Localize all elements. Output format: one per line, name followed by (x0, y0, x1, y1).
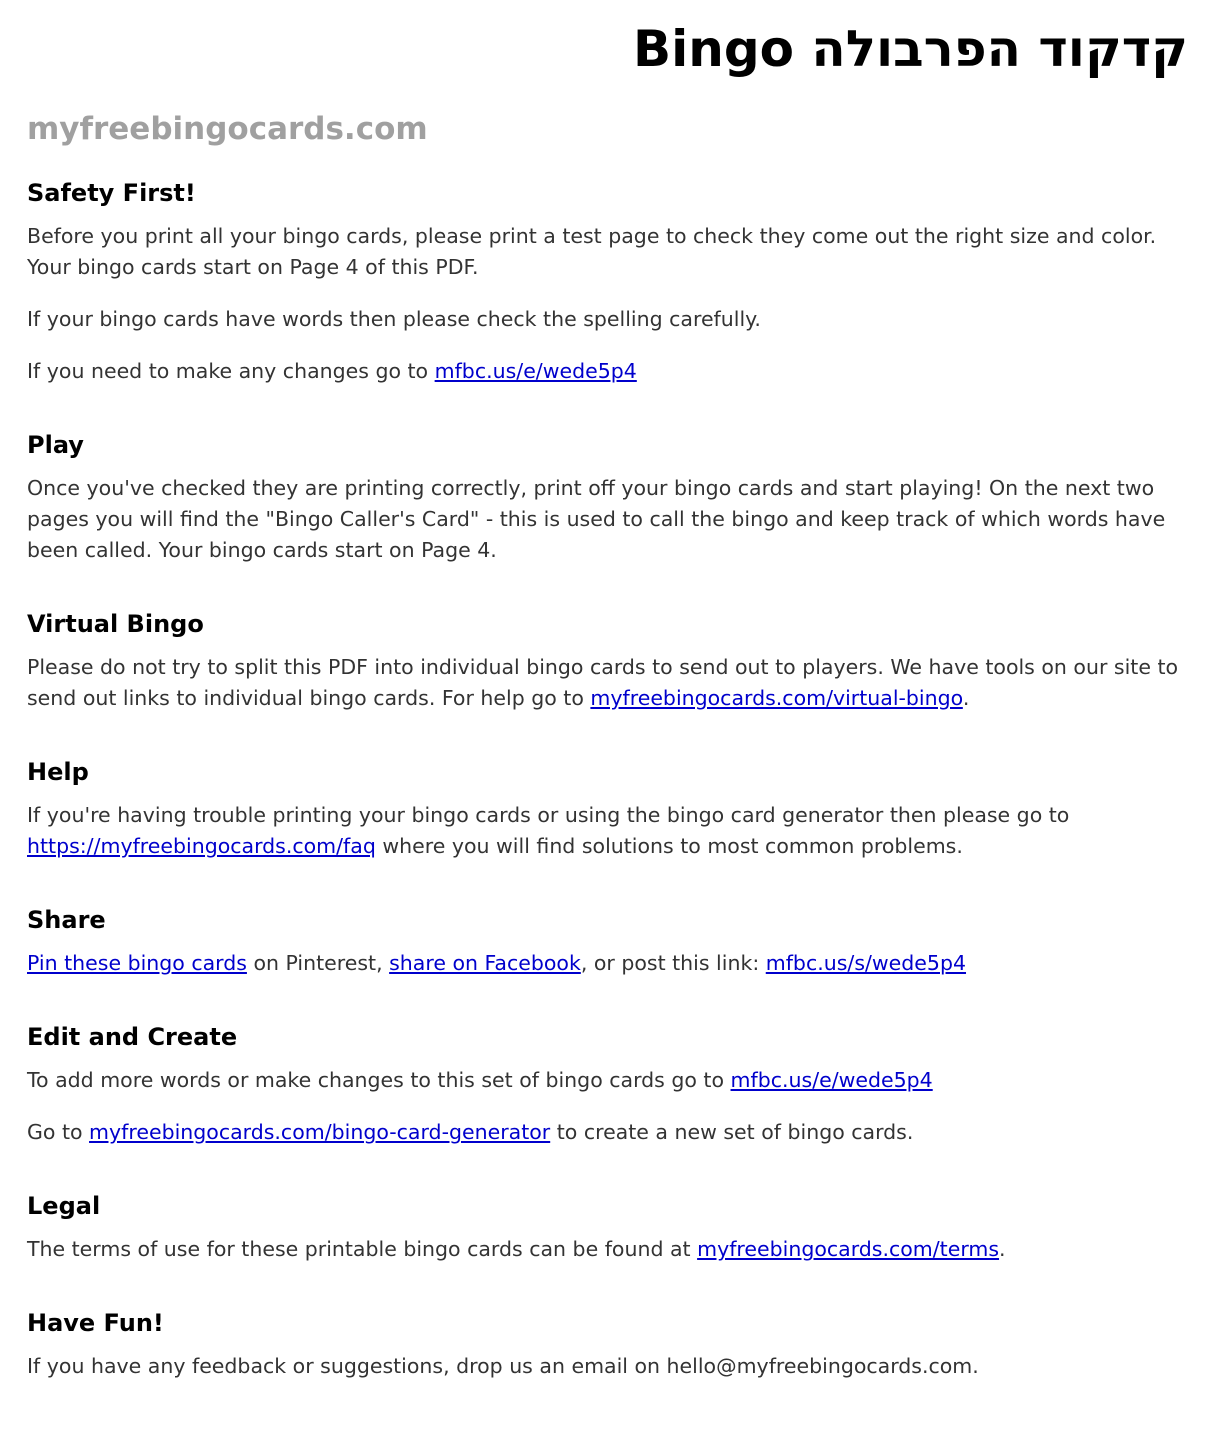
paragraph (27, 304, 1188, 335)
section-virtual-bingo (27, 608, 1188, 714)
text: Your bingo cards start on Page 4 of this PDF. (27, 255, 479, 279)
text: Please do not try to split this PDF into individual bingo cards to send out to players. We have tools on our site to (27, 655, 1179, 679)
section-edit-create (27, 1021, 1188, 1148)
section-heading: Help (27, 758, 89, 786)
section-heading: Safety First! (27, 179, 196, 207)
text: , or post this link: (580, 951, 766, 975)
text: If you have any feedback or suggestions, drop us an email on hello@myfreebingocards.com. (27, 1354, 979, 1378)
section-heading: Virtual Bingo (27, 610, 204, 638)
text: Before you print all your bingo cards, please print a test page to check they come out the right size and color. (27, 224, 1157, 248)
virtual-bingo-link[interactable]: myfreebingocards.com/virtual-bingo (590, 686, 963, 710)
paragraph (27, 948, 1188, 979)
text: If you need to make any changes go to (27, 359, 435, 383)
generator-link[interactable]: myfreebingocards.com/bingo-card-generator (89, 1120, 551, 1144)
edit-link[interactable]: mfbc.us/e/wede5p4 (434, 359, 637, 383)
section-help (27, 756, 1188, 862)
paragraph (27, 221, 1188, 283)
text: pages you will find the "Bingo Caller's Card" - this is used to call the bingo and keep track of which words have (27, 507, 1166, 531)
text: to create a new set of bingo cards. (550, 1120, 914, 1144)
paragraph (27, 1351, 1188, 1382)
section-have-fun (27, 1307, 1188, 1382)
section-legal (27, 1190, 1188, 1265)
section-heading: Edit and Create (27, 1023, 238, 1051)
section-heading: Play (27, 431, 84, 459)
paragraph (27, 473, 1188, 566)
section-heading: Legal (27, 1192, 101, 1220)
paragraph (27, 1234, 1188, 1265)
paragraph (27, 1065, 1188, 1096)
text: send out links to individual bingo cards. For help go to (27, 686, 591, 710)
text: where you will find solutions to most common problems. (375, 834, 963, 858)
text: Go to (27, 1120, 90, 1144)
paragraph (27, 1117, 1188, 1148)
share-link[interactable]: mfbc.us/s/wede5p4 (765, 951, 967, 975)
section-heading: Have Fun! (27, 1309, 164, 1337)
text: . (999, 1237, 1006, 1261)
page-title: קדקוד הפרבולה Bingo (633, 20, 1188, 78)
text: . (962, 686, 970, 710)
terms-link[interactable]: myfreebingocards.com/terms (697, 1237, 1000, 1261)
text: been called. Your bingo cards start on Page 4. (27, 538, 497, 562)
section-safety (27, 177, 1188, 387)
paragraph (27, 800, 1188, 862)
text: on Pinterest, (246, 951, 390, 975)
section-share (27, 904, 1188, 979)
faq-link[interactable]: https://myfreebingocards.com/faq (27, 834, 376, 858)
section-heading: Share (27, 906, 106, 934)
facebook-link[interactable]: share on Facebook (389, 951, 581, 975)
site-name: myfreebingocards.com (27, 111, 428, 147)
text: If you're having trouble printing your bingo cards or using the bingo card generator then please go to (27, 803, 1070, 827)
text: The terms of use for these printable bingo cards can be found at (27, 1237, 698, 1261)
paragraph (27, 652, 1188, 714)
paragraph (27, 356, 1188, 387)
edit-link[interactable]: mfbc.us/e/wede5p4 (730, 1068, 933, 1092)
pinterest-link[interactable]: Pin these bingo cards (27, 951, 247, 975)
section-play (27, 429, 1188, 566)
text: To add more words or make changes to this set of bingo cards go to (27, 1068, 731, 1092)
text: If your bingo cards have words then please check the spelling carefully. (27, 307, 761, 331)
text: Once you've checked they are printing correctly, print off your bingo cards and start playing! On the next two (27, 476, 1155, 500)
